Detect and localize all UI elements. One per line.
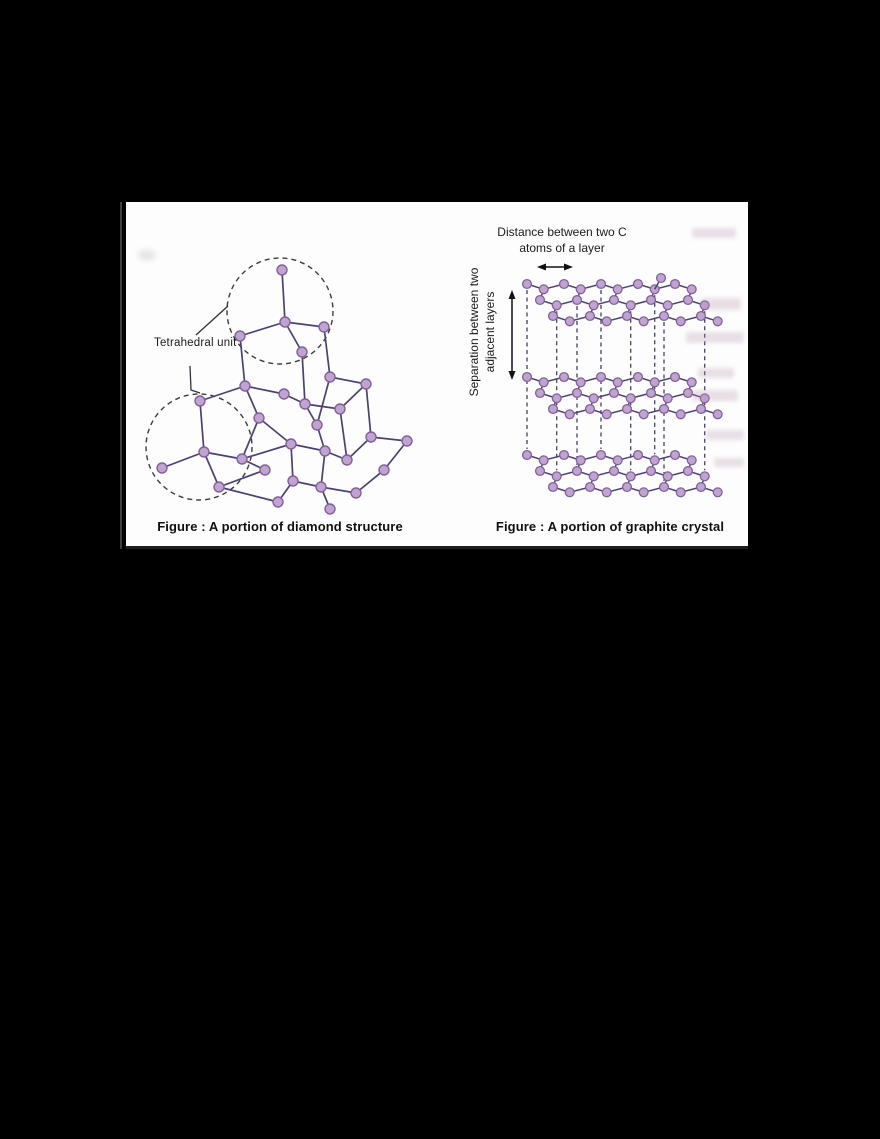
distance-between-atoms-label (476, 225, 648, 256)
scan-bottom-rule (126, 546, 748, 549)
separation-label-line1: Separation between two (467, 267, 481, 397)
tetrahedral-unit-label: Tetrahedral unit (154, 337, 237, 349)
scan-artifact (701, 298, 741, 310)
scan-artifact (138, 250, 156, 260)
distance-label-line2: atoms of a layer (519, 240, 605, 255)
distance-label-line1: Distance between two C (497, 225, 627, 239)
scan-artifact (714, 458, 744, 467)
diamond-caption: Figure : A portion of diamond structure (157, 519, 403, 534)
scanned-figure-panel (126, 202, 748, 549)
diamond-structure-drawing (146, 258, 412, 514)
scan-artifact (692, 228, 736, 238)
scan-artifact (706, 430, 744, 440)
separation-between-layers-label (466, 262, 500, 402)
graphite-caption: Figure : A portion of graphite crystal (495, 519, 725, 534)
page-edge-shadow (120, 202, 122, 549)
scan-artifact (686, 332, 744, 343)
graphite-structure-drawing (509, 264, 723, 497)
scan-artifact (692, 390, 738, 401)
scan-artifact (698, 368, 734, 378)
separation-label-line2: adjacent layers (483, 291, 497, 373)
crystal-structures-svg (126, 202, 748, 549)
